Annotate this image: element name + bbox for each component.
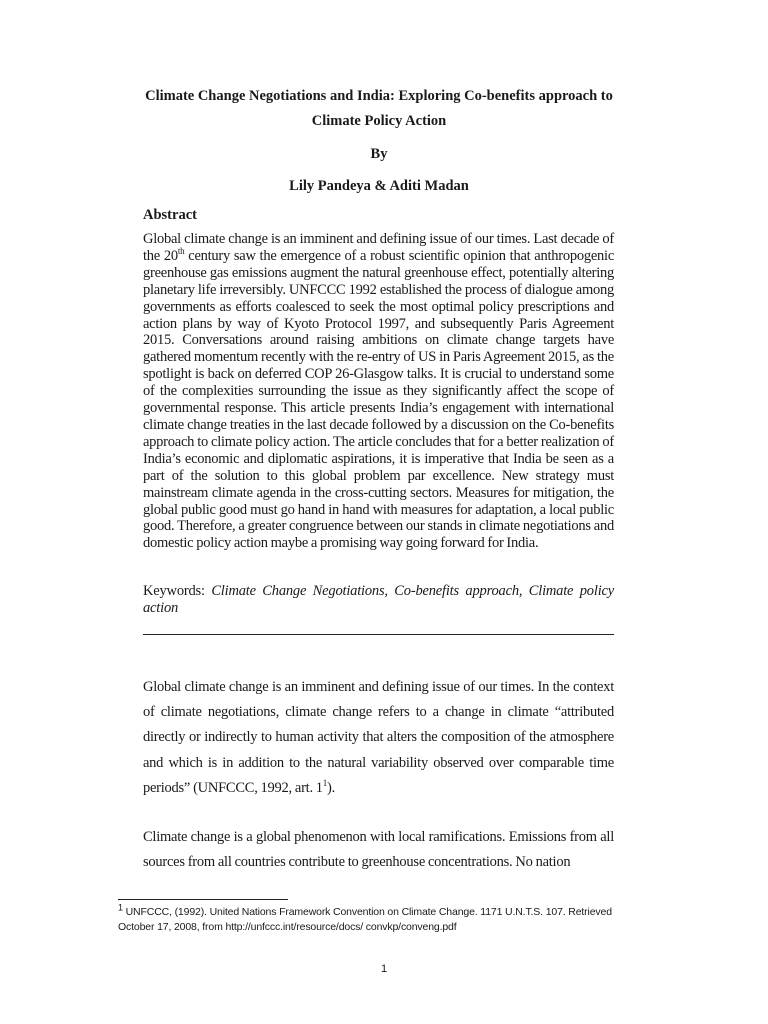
footnote-divider	[118, 899, 288, 900]
byline-by: By	[370, 146, 388, 162]
footnote-marker: 1	[118, 902, 123, 913]
body-paragraph-1-end: ).	[327, 779, 336, 796]
paper-title-line-2: Climate Policy Action	[311, 113, 447, 129]
paper-title-line-1: Climate Change Negotiations and India: Exploring Co-benefits approach to	[145, 88, 613, 104]
keywords	[143, 583, 614, 617]
keywords-label: Keywords:	[143, 583, 212, 599]
section-divider	[143, 634, 614, 635]
abstract-text	[143, 231, 614, 552]
body-paragraph-2: Climate change is a global phenomenon with local ramifications. Emissions from all sources from all countries contribute to greenhouse concentrations. No nation	[143, 829, 614, 871]
page-number: 1	[380, 963, 388, 975]
body-paragraph-1	[143, 675, 614, 801]
abstract-heading: Abstract	[143, 207, 197, 223]
footnote	[118, 902, 638, 934]
keywords-terms: Climate Change Negotiations, Co-benefits approach, Climate policy action	[143, 583, 614, 616]
footnote-reference[interactable]: 1	[322, 777, 328, 788]
abstract-text-part-1: Global climate change is an imminent and defining issue of our times. Last decade of the 20	[143, 231, 614, 264]
body-paragraph-1-text: Global climate change is an imminent and defining issue of our times. In the context of climate negotiations, climate change refers to a change in climate “attributed directly or indirectly to human activity that alters the composition of the atmosphere and which is in addition to the natural variability observed over comparable time periods” (UNFCCC, 1992, art. 1	[143, 679, 614, 796]
abstract-text-part-2: century saw the emergence of a robust scientific opinion that anthropogenic greenhouse gas emissions augment the natural greenhouse effect, potentially altering planetary life irreversibly. UNFCCC 1992 established the process of dialogue among governments as efforts coalesced to seek the most optimal policy prescriptions and action plans by way of Kyoto Protocol 1997, and subsequently Paris Agreement 2015. Conversations around raising ambitions on climate change targets have gathered momentum recently with the re-entry of US in Paris Agreement 2015, as the spotlight is back on deferred COP 26-Glasgow talks. It is crucial to understand some of the complexities surrounding the issue as they significantly affect the scope of governmental response. This article presents India’s engagement with international climate change treaties in the last decade followed by a discussion on the Co-benefits approach to climate policy action. The article concludes that for a better realization of India’s economic and diplomatic aspirations, it is imperative that India be seen as a part of the solution to this global problem par excellence. New strategy must mainstream climate agenda in the cross-cutting sectors. Measures for mitigation, the global public good must go hand in hand with measures for adaptation, a local public good. Therefore, a greater congruence between our stands in climate negotiations and domestic policy action maybe a promising way going forward for India.	[143, 247, 615, 552]
abstract-superscript: th	[177, 246, 185, 257]
author-names: Lily Pandeya & Aditi Madan	[289, 178, 469, 194]
footnote-text: UNFCCC, (1992). United Nations Framework Convention on Climate Change. 1171 U.N.T.S. 107. Retrieved October 17, 2008, from http://unfccc.int/resource/docs/ convkp/conveng.pdf	[118, 906, 612, 933]
